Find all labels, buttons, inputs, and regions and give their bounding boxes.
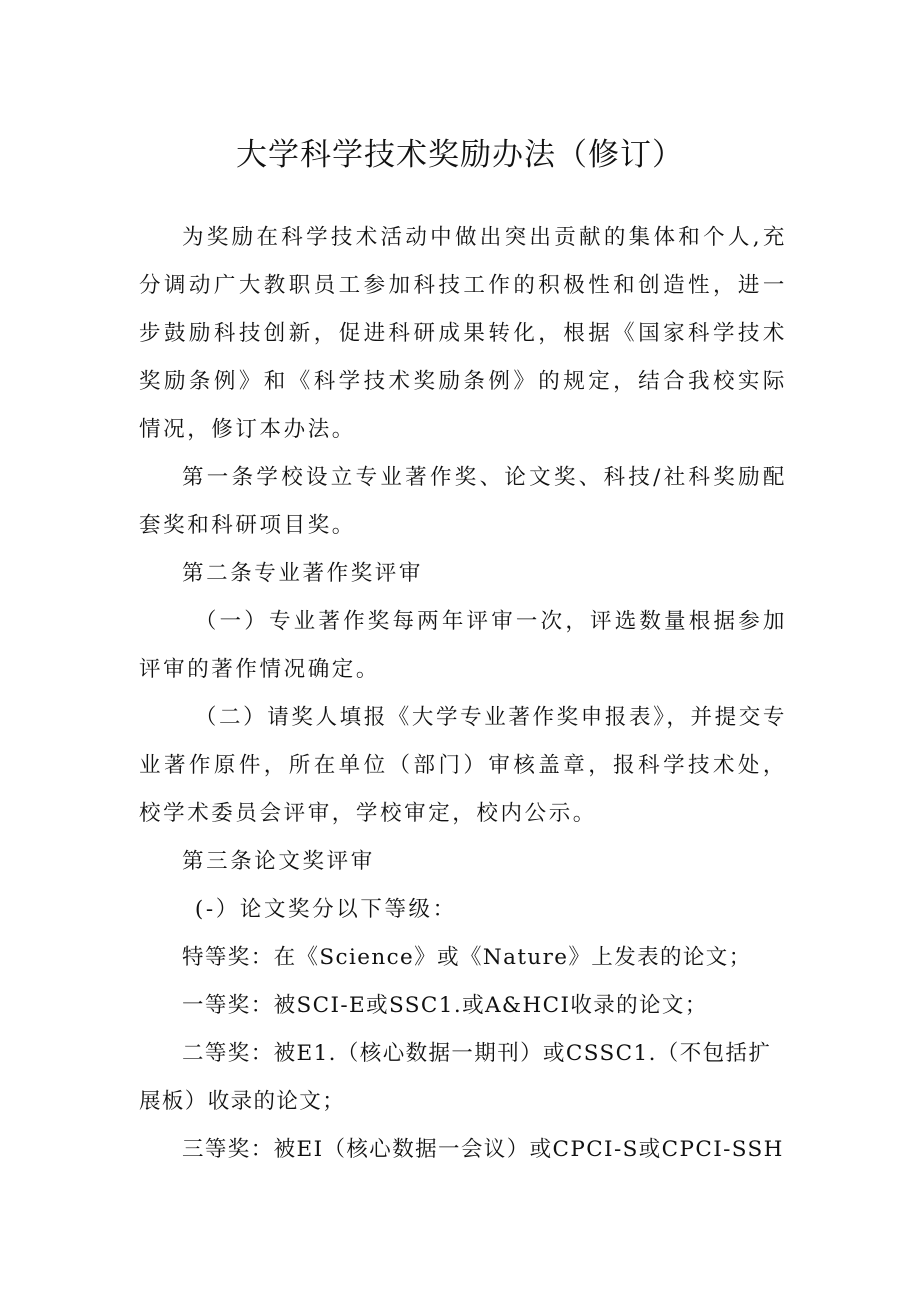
article-2-clause-2: （二）请奖人填报《大学专业著作奖申报表》，并提交专业著作原件，所在单位（部门）审核盖章，报科学技术处，校学术委员会评审，学校审定，校内公示。 bbox=[139, 705, 787, 826]
article-3-clause-1: (-）论文奖分以下等级： bbox=[194, 897, 457, 922]
intro-paragraph: 为奖励在科学技术活动中做出突出贡献的集体和个人,充分调动广大教职员工参加科技工作的积极性和创造性，进一步鼓励科技创新，促进科研成果转化，根据《国家科学技术奖励条例》和《科学技术奖励条例》的规定，结合我校实际情况，修订本办法。 bbox=[139, 225, 787, 442]
grade-first-prize: 一等奖：被SCI-E或SSC1.或A&HCI收录的论文； bbox=[182, 993, 708, 1018]
grade-second-prize: 二等奖：被E1.（核心数据一期刊）或CSSC1.（不包括扩展板）收录的论文； bbox=[139, 1041, 772, 1114]
article-2-heading: 第二条专业著作奖评审 bbox=[182, 561, 424, 586]
grade-third-prize: 三等奖：被EI（核心数据一会议）或CPCI-S或CPCI-SSH bbox=[182, 1137, 784, 1162]
document-title: 大学科学技术奖励办法（修订） bbox=[236, 137, 684, 173]
document-body bbox=[139, 214, 787, 1174]
article-3-heading: 第三条论文奖评审 bbox=[182, 849, 375, 874]
article-2-clause-1: （一）专业著作奖每两年评审一次，评选数量根据参加评审的著作情况确定。 bbox=[139, 609, 787, 682]
grade-special-prize: 特等奖：在《Science》或《Nature》上发表的论文； bbox=[182, 945, 752, 970]
article-1-paragraph: 第一条学校设立专业著作奖、论文奖、科技/社科奖励配套奖和科研项目奖。 bbox=[139, 465, 787, 538]
